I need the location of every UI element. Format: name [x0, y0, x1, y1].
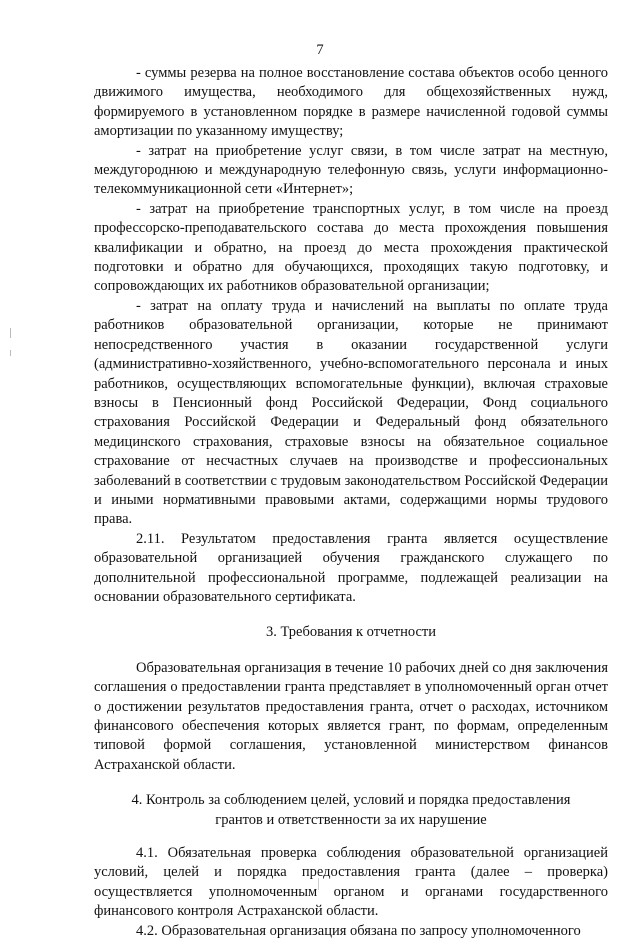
scan-mark [10, 350, 11, 356]
page-number: 7 [316, 42, 324, 58]
document-body [94, 64, 608, 941]
scan-mark [10, 328, 11, 338]
paragraph-communication: - затрат на приобретение услуг связи, в том числе затрат на местную, междугороднюю и международную телефонную связь, услуги информационно-телекоммуникационной сети «Интернет»; [94, 142, 608, 198]
paragraph-reserve: - суммы резерва на полное восстановление состава объектов особо ценного движимого имущества, необходимого для общехозяйственных нужд, формируемого в установленном порядке в размере начисленной годовой суммы амортизации по указанному имуществу; [94, 65, 608, 140]
paragraph-4-2: 4.2. Образовательная организация обязана по запросу уполномоченного [136, 922, 581, 939]
section-4-heading [94, 791, 608, 830]
paragraph-4-1: 4.1. Обязательная проверка соблюдения образовательной организацией условий, целей и порядка предоставления гранта (далее – проверка) осуществляется уполномоченным органом и органами государственного финансового контроля Астраханской области. [94, 845, 608, 920]
paragraph-salary: - затрат на оплату труда и начислений на выплаты по оплате труда работников образовательной организации, которые не принимают непосредственного участия в оказании государственной услуги (административно-хозяйственного, учебно-вспомогательного персонала и иных работников, осуществляющих вспомогательные функции), включая страховые взносы в Пенсионный фонд Российской Федерации, Фонд социального страхования Российской Федерации и Федеральный фонд обязательного медицинского страхования, страховые взносы на обязательное социальное страхование от несчастных случаев на производстве и профессиональных заболеваний в соответствии с трудовым законодательством Российской Федерации и иными нормативными правовыми актами, содержащими нормы трудового права. [94, 297, 608, 528]
paragraph-2-11: 2.11. Результатом предоставления гранта является осуществление образовательной организацией обучения гражданского служащего по дополнительной профессиональной программе, подлежащей реализации на основании образовательного сертификата. [94, 530, 608, 605]
section-4-heading-line2: грантов и ответственности за их нарушение [215, 811, 487, 828]
section-3-paragraph: Образовательная организация в течение 10 рабочих дней со дня заключения соглашения о предоставлении гранта представляет в уполномоченный орган отчет о достижении результатов предоставления гранта, отчет о расходах, источником финансового обеспечения которых является грант, по формам, определенным типовой формой соглашения, установленной министерством финансов Астраханской области. [94, 659, 608, 773]
section-3-heading: 3. Требования к отчетности [265, 624, 437, 641]
section-4-heading-line1: 4. Контроль за соблюдением целей, условий и порядка предоставления [131, 792, 571, 809]
paragraph-transport: - затрат на приобретение транспортных услуг, в том числе на проезд профессорско-преподавательского состава до места прохождения повышения квалификации и обратно, на проезд до места прохождения практической подготовки и обратно для обучающихся, проходящих такую подготовку, и сопровождающих их работников образовательной организации; [94, 200, 608, 295]
